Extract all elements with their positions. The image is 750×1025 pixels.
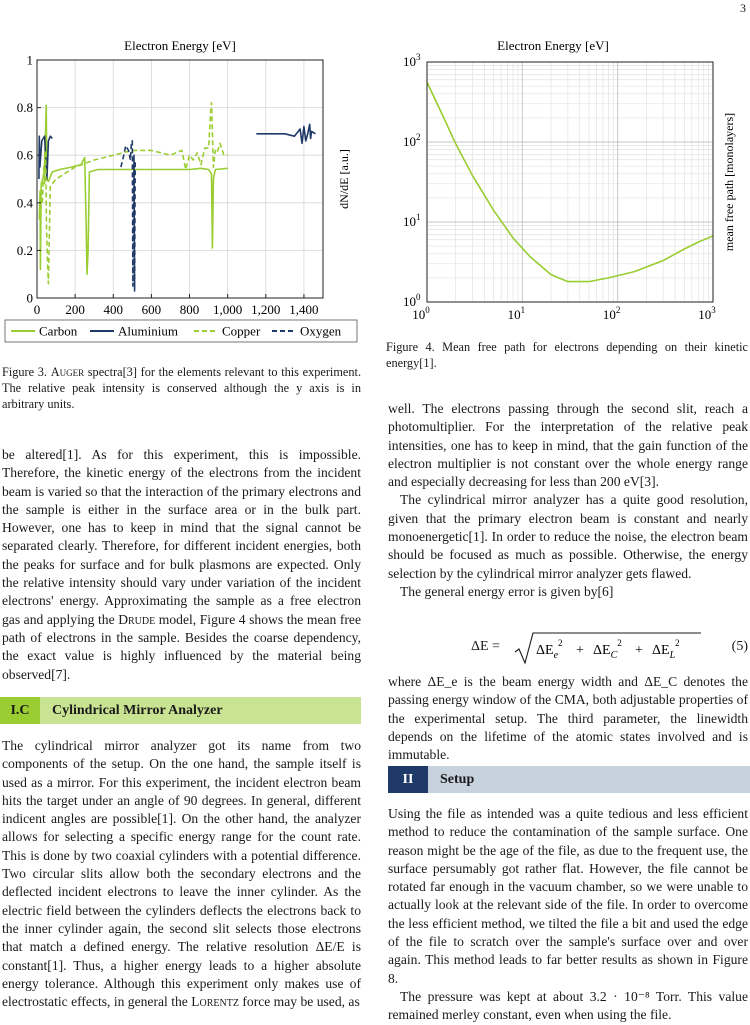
figure-4-caption <box>386 339 748 371</box>
fig3-series-aluminium <box>256 124 315 143</box>
eq-term-l: $\Delta E_L^2$ <box>652 638 680 661</box>
fig3-xtick-label: 0 <box>33 302 41 317</box>
fig4-plot-frame <box>427 62 713 302</box>
fig4-xtick-label: $10^0$ <box>412 305 430 322</box>
fig3-caption-label: Figure 3. <box>2 365 48 379</box>
eq-term-c: $\Delta E_C^2$ <box>593 638 622 661</box>
section-I-C-header <box>0 697 361 724</box>
fig3-xtick-label: 400 <box>103 302 124 317</box>
right-paragraph-5: Using the file as intended was a quite tedious and less efficient method to reduce the contamination of the sample surface. One reason might be the age of the file, as due to the frequent use, the surface persumably got rather flat. However, the file cannot be rotated far enough in the vacuum chamber, so we were unable to actually look at the relevant side of the file. In order to overcome the less efficient method, we tilted the file a bit and used the edge of the file to scratch over the sample's surface over and over again. This method leads to far better results as shown in Figure 8. <box>388 806 748 986</box>
eq-term-e: $\Delta E_e^2$ <box>536 638 563 661</box>
right-paragraph-3: The general energy error is given by[6] <box>400 583 614 599</box>
legend-carbon-label: Carbon <box>39 323 78 339</box>
left-column-bottom <box>2 737 361 1011</box>
fig4-title: Electron Energy [eV] <box>497 38 609 53</box>
fig3-ytick-label: 0.8 <box>16 100 33 116</box>
fig3-ytick-label: 0.4 <box>16 195 33 211</box>
right-paragraph-4: where ΔE_e is the beam energy width and ΔE_C denotes the passing energy window of the CMA, both adjustable properties of the experimental setup. The third parameter, the linewidth depends on the lifetime of the atomic states involved and is immutable. <box>388 674 748 763</box>
right-paragraph-6: The pressure was kept at about 3.2 · 10⁻⁸ Torr. This value remained merley constant, even when using the file. <box>388 988 748 1023</box>
fig4-ytick-label: $10^0$ <box>403 292 421 309</box>
fig3-xtick-label: 1,200 <box>251 302 281 317</box>
fig4-ytick-label: $10^2$ <box>403 132 421 149</box>
fig4-series-mean-free-path <box>427 82 713 282</box>
eq-plus-2: + <box>635 643 643 658</box>
fig4-ytick-label: $10^3$ <box>403 52 421 69</box>
fig3-xtick-label: 600 <box>141 302 162 317</box>
fig3-xtick-label: 1,400 <box>289 302 319 317</box>
fig4-caption-label: Figure 4. <box>386 340 435 354</box>
fig3-ylabel: dN/dE [a.u.] <box>337 149 351 209</box>
equation-number: (5) <box>731 639 748 654</box>
fig3-caption-auger: Auger <box>50 365 85 379</box>
fig3-xtick-label: 200 <box>65 302 85 317</box>
fig4-xtick-label: $10^3$ <box>698 305 716 322</box>
eq-plus-1: + <box>576 643 584 658</box>
fig3-series-oxygen <box>121 141 135 291</box>
fig4-xtick-label: $10^1$ <box>507 305 526 322</box>
fig4-xtick-label: $10^2$ <box>602 305 621 322</box>
fig3-caption-text: spectra[3] for the elements relevant to this experiment. The relative peak intensity is conserved although the y axis is in arbitrary units. <box>2 365 362 411</box>
page-number: 3 <box>740 1 746 15</box>
legend-copper-label: Copper <box>222 323 261 339</box>
left-paragraph-2: The cylindrical mirror analyzer got its name from two components of the setup. On the one hand, the sample itself is used as a mirror. For this experiment, the incident electron beam hits the target under an angle of 90 degrees. In general, different indicent angles are possible[1]. On the other hand, the analyzer allows for selecting a specific energy range for the count rate. This is done by two coaxial cylinders with a potential difference. Two circular slits allow both the secondary electrons and the deflected incident electrons to leave the inner cylinder. As the electric field between the cylinders deflects the electrons back to the inner cylinder again, the second slit selects those electrons that match a defined energy. The relative resolution ΔE/E is constant[1]. Thus, a higher energy leads to a higher absolute energy tolerance. Although this experiment only makes use of electrostatic effects, in general the Lorentz force may be used, as <box>2 738 361 1010</box>
right-column-middle <box>388 673 748 764</box>
fig3-ytick-label: 0.2 <box>16 242 33 258</box>
fig4-ylabel: mean free path [monolayers] <box>722 112 736 252</box>
figure-3-auger-spectra <box>0 30 370 375</box>
right-column-top <box>388 400 748 601</box>
right-column-bottom <box>388 805 748 1025</box>
left-paragraph-1: be altered[1]. As for this experiment, this is impossible. Therefore, the kinetic energy of the electrons from the incident beam is varied so that the interaction of the primary electrons and the sample is either in the surface area or in the bulk part. However, one has to keep in mind that the signal cannot be separated clearly. Therefore, for different incident energies, both the peaks for surface and for bulk plasmons are expected. Only the relative intensity should vary under variation of the incident electrons' energy. Approximating the sample as a free electron gas and applying the Drude model, Figure 4 shows the mean free path of electrons in the sample. Besides the coarse dependency, the exact value is highly influenced by the material being observed[7]. <box>2 447 361 682</box>
right-paragraph-1: well. The electrons passing through the second slit, reach a photomultiplier. For the interpretation of the relative peak intensities, one has to keep in mind, that the gain function of the electron multiplier is not constant over the whole energy range and especially decreasing for less than 200 eV[3]. <box>388 401 748 490</box>
fig3-xtick-label: 800 <box>179 302 200 317</box>
right-paragraph-2: The cylindrical mirror analyzer has a quite good resolution, given that the primary electron beam is constant and nearly monoenergetic[1]. In order to reduce the noise, the electron beam should be focused as much as possible. Otherwise, the energy selection by the cylindrical mirror analyzer gets flawed. <box>388 492 748 581</box>
legend-oxygen-label: Oxygen <box>300 323 342 339</box>
section-I-C-title: Cylindrical Mirror Analyzer <box>52 702 223 718</box>
fig4-caption-text: Mean free path for electrons depending on their kinetic energy[1]. <box>386 340 748 370</box>
section-I-C-number: I.C <box>0 697 40 724</box>
fig3-ytick-label: 0 <box>26 290 33 306</box>
fig4-ytick-label: $10^1$ <box>403 212 421 229</box>
section-II-title: Setup <box>440 771 475 787</box>
section-II-header <box>388 766 750 793</box>
legend-aluminium-label: Aluminium <box>118 323 178 339</box>
equation-lhs: ΔE = <box>471 639 500 654</box>
figure-4-mean-free-path <box>385 30 750 360</box>
fig3-ytick-label: 1 <box>26 52 33 68</box>
fig3-plot-frame <box>37 60 323 298</box>
fig3-ytick-label: 0.6 <box>16 147 33 163</box>
equation-sqrt <box>513 630 703 666</box>
equation-5 <box>471 630 748 666</box>
fig3-xtick-label: 1,000 <box>213 302 243 317</box>
section-II-number: II <box>388 766 428 793</box>
left-column-top <box>2 446 361 684</box>
figure-3-caption <box>2 364 361 412</box>
fig3-title: Electron Energy [eV] <box>124 38 236 53</box>
